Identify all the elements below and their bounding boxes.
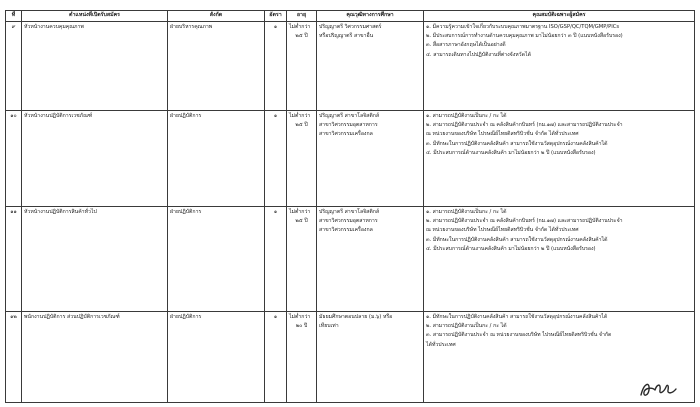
education-line: สาขาวิศวกรรมอุตสาหการ (319, 122, 378, 129)
row-qualifications (424, 111, 695, 207)
row-department: ฝ่ายปฏิบัติการ (168, 312, 265, 403)
qualification-line: ๔. มีประสบการณ์ด้านงานคลังสินค้า มาไม่น้อยกว่า ๒ ปี (แนบหนังสือรับรอง) (426, 245, 596, 252)
header-education: คุณวุฒิทางการศึกษา (317, 11, 424, 22)
row-position: พนักงานปฏิบัติการ ส่วนปฏิบัติการเวชภัณฑ์ (22, 312, 168, 403)
row-position: หัวหน้างานปฏิบัติการสินค้าทั่วไป (22, 207, 168, 312)
age-line: ไม่ต่ำกว่า (289, 113, 311, 119)
row-education (317, 111, 424, 207)
qualification-line: ๓. สื่อสารภาษาอังกฤษได้เป็นอย่างดี (426, 42, 506, 49)
row-education (317, 312, 424, 403)
row-age (287, 207, 317, 312)
header-count: อัตรา (265, 11, 287, 22)
qualification-line: ณ หน่วยงานของบริษัท ไปรษณีย์ไทยดิสทริบิวชั่น จำกัด ได้ทั่วประเทศ (426, 131, 579, 138)
qualification-line: ๑. สามารถปฏิบัติงานเป็นกะ / กะ ได้ (426, 113, 507, 119)
row-education (317, 22, 424, 111)
row-department: ฝ่ายปฏิบัติการ (168, 111, 265, 207)
education-line: มัธยมศึกษาตอนปลาย (ม.๖) หรือ (319, 314, 393, 320)
education-line: ปริญญาตรี สาขาโลจิสติกส์ (319, 113, 380, 119)
education-line: สาขาวิศวกรรมเครื่องกล (319, 131, 373, 138)
qualification-line: ๓. มีทักษะในการปฏิบัติงานคลังสินค้า สามารถใช้งานวัสดุอุปกรณ์งานคลังสินค้าได้ (426, 140, 608, 147)
age-line: ไม่ต่ำกว่า (289, 314, 311, 320)
row-qualifications (424, 22, 695, 111)
row-qualifications (424, 207, 695, 312)
row-no: ๙ (6, 22, 22, 111)
row-age (287, 312, 317, 403)
qualification-line: ได้ทั่วประเทศ (426, 341, 456, 348)
qualification-line: ๑. มีความรู้ความเข้าใจเกี่ยวกับระบบคุณภาพมาตรฐาน ISO/GSP/QC/TQM/GMP/PICs (426, 24, 620, 30)
table-header-row (6, 11, 695, 22)
row-count: ๑ (265, 312, 287, 403)
header-department: สังกัด (168, 11, 265, 22)
age-line: ไม่ต่ำกว่า (289, 209, 311, 215)
qualification-line: ๔. สามารถเดินทางไปปฏิบัติงานที่ต่างจังหวัดได้ (426, 51, 531, 58)
row-count: ๑ (265, 207, 287, 312)
education-line: เทียบเท่า (319, 323, 339, 330)
row-position: หัวหน้างานปฏิบัติการเวชภัณฑ์ (22, 111, 168, 207)
row-no: ๑๐ (6, 111, 22, 207)
age-line: ๒๕ ปี (295, 33, 308, 40)
header-qualifications: คุณสมบัติเฉพาะผู้สมัคร (424, 11, 695, 22)
education-line: สาขาวิศวกรรมอุตสาหการ (319, 218, 378, 225)
education-line: หรือปริญญาตรี สาขาอื่น (319, 33, 374, 40)
table-row (6, 22, 695, 111)
education-line: ปริญญาตรี วิศวกรรมศาสตร์ (319, 24, 382, 30)
row-education (317, 207, 424, 312)
row-no: ๑๑ (6, 207, 22, 312)
age-line: ไม่ต่ำกว่า (289, 24, 311, 30)
table-row (6, 312, 695, 403)
qualification-line: ๒. สามารถปฏิบัติงานประจำ ณ คลังสินค้ากบินทร์ (กม.๑๗) และสามารถปฏิบัติงานประจำ (426, 218, 623, 225)
qualification-line: ๓. มีทักษะในการปฏิบัติงานคลังสินค้า สามารถใช้งานวัสดุอุปกรณ์งานคลังสินค้าได้ (426, 236, 608, 243)
row-age (287, 111, 317, 207)
table-row (6, 207, 695, 312)
qualification-line: ๒. สามารถปฏิบัติงานประจำ ณ คลังสินค้ากบินทร์ (กม.๑๗) และสามารถปฏิบัติงานประจำ (426, 122, 623, 129)
qualification-line: ๓. สามารถปฏิบัติงานประจำ ณ หน่วยงานของบริษัท ไปรษณีย์ไทยดิสทริบิวชั่น จำกัด (426, 332, 612, 339)
header-position: ตำแหน่งที่เปิดรับสมัคร (22, 11, 168, 22)
education-line: ปริญญาตรี สาขาโลจิสติกส์ (319, 209, 380, 215)
education-line: สาขาวิศวกรรมเครื่องกล (319, 227, 373, 234)
job-openings-table (5, 10, 695, 403)
qualification-line: ๑. สามารถปฏิบัติงานเป็นกะ / กะ ได้ (426, 209, 507, 215)
row-count: ๑ (265, 111, 287, 207)
header-no: ที่ (6, 11, 22, 22)
qualification-line: ๔. มีประสบการณ์ด้านงานคลังสินค้า มาไม่น้อยกว่า ๒ ปี (แนบหนังสือรับรอง) (426, 149, 596, 156)
qualification-line: ณ หน่วยงานของบริษัท ไปรษณีย์ไทยดิสทริบิวชั่น จำกัด ได้ทั่วประเทศ (426, 227, 579, 234)
row-position: หัวหน้างานควบคุมคุณภาพ (22, 22, 168, 111)
header-age: อายุ (287, 11, 317, 22)
row-department: ฝ่ายบริหารคุณภาพ (168, 22, 265, 111)
age-line: ๒๕ ปี (295, 218, 308, 225)
row-department: ฝ่ายปฏิบัติการ (168, 207, 265, 312)
row-no: ๑๒ (6, 312, 22, 403)
row-age (287, 22, 317, 111)
qualification-line: ๒. สามารถปฏิบัติงานเป็นกะ / กะ ได้ (426, 323, 507, 330)
row-count: ๑ (265, 22, 287, 111)
handwritten-signature (638, 378, 680, 400)
age-line: ๒๐ ปี (295, 323, 308, 330)
age-line: ๒๕ ปี (295, 122, 308, 129)
qualification-line: ๑. มีทักษะในการปฏิบัติงานคลังสินค้า สามารถใช้งานวัสดุอุปกรณ์งานคลังสินค้าได้ (426, 314, 608, 320)
table-row (6, 111, 695, 207)
qualification-line: ๒. มีประสบการณ์การทำงานด้านควบคุมคุณภาพ มาไม่น้อยกว่า ๓ ปี (แนบหนังสือรับรอง) (426, 33, 623, 40)
